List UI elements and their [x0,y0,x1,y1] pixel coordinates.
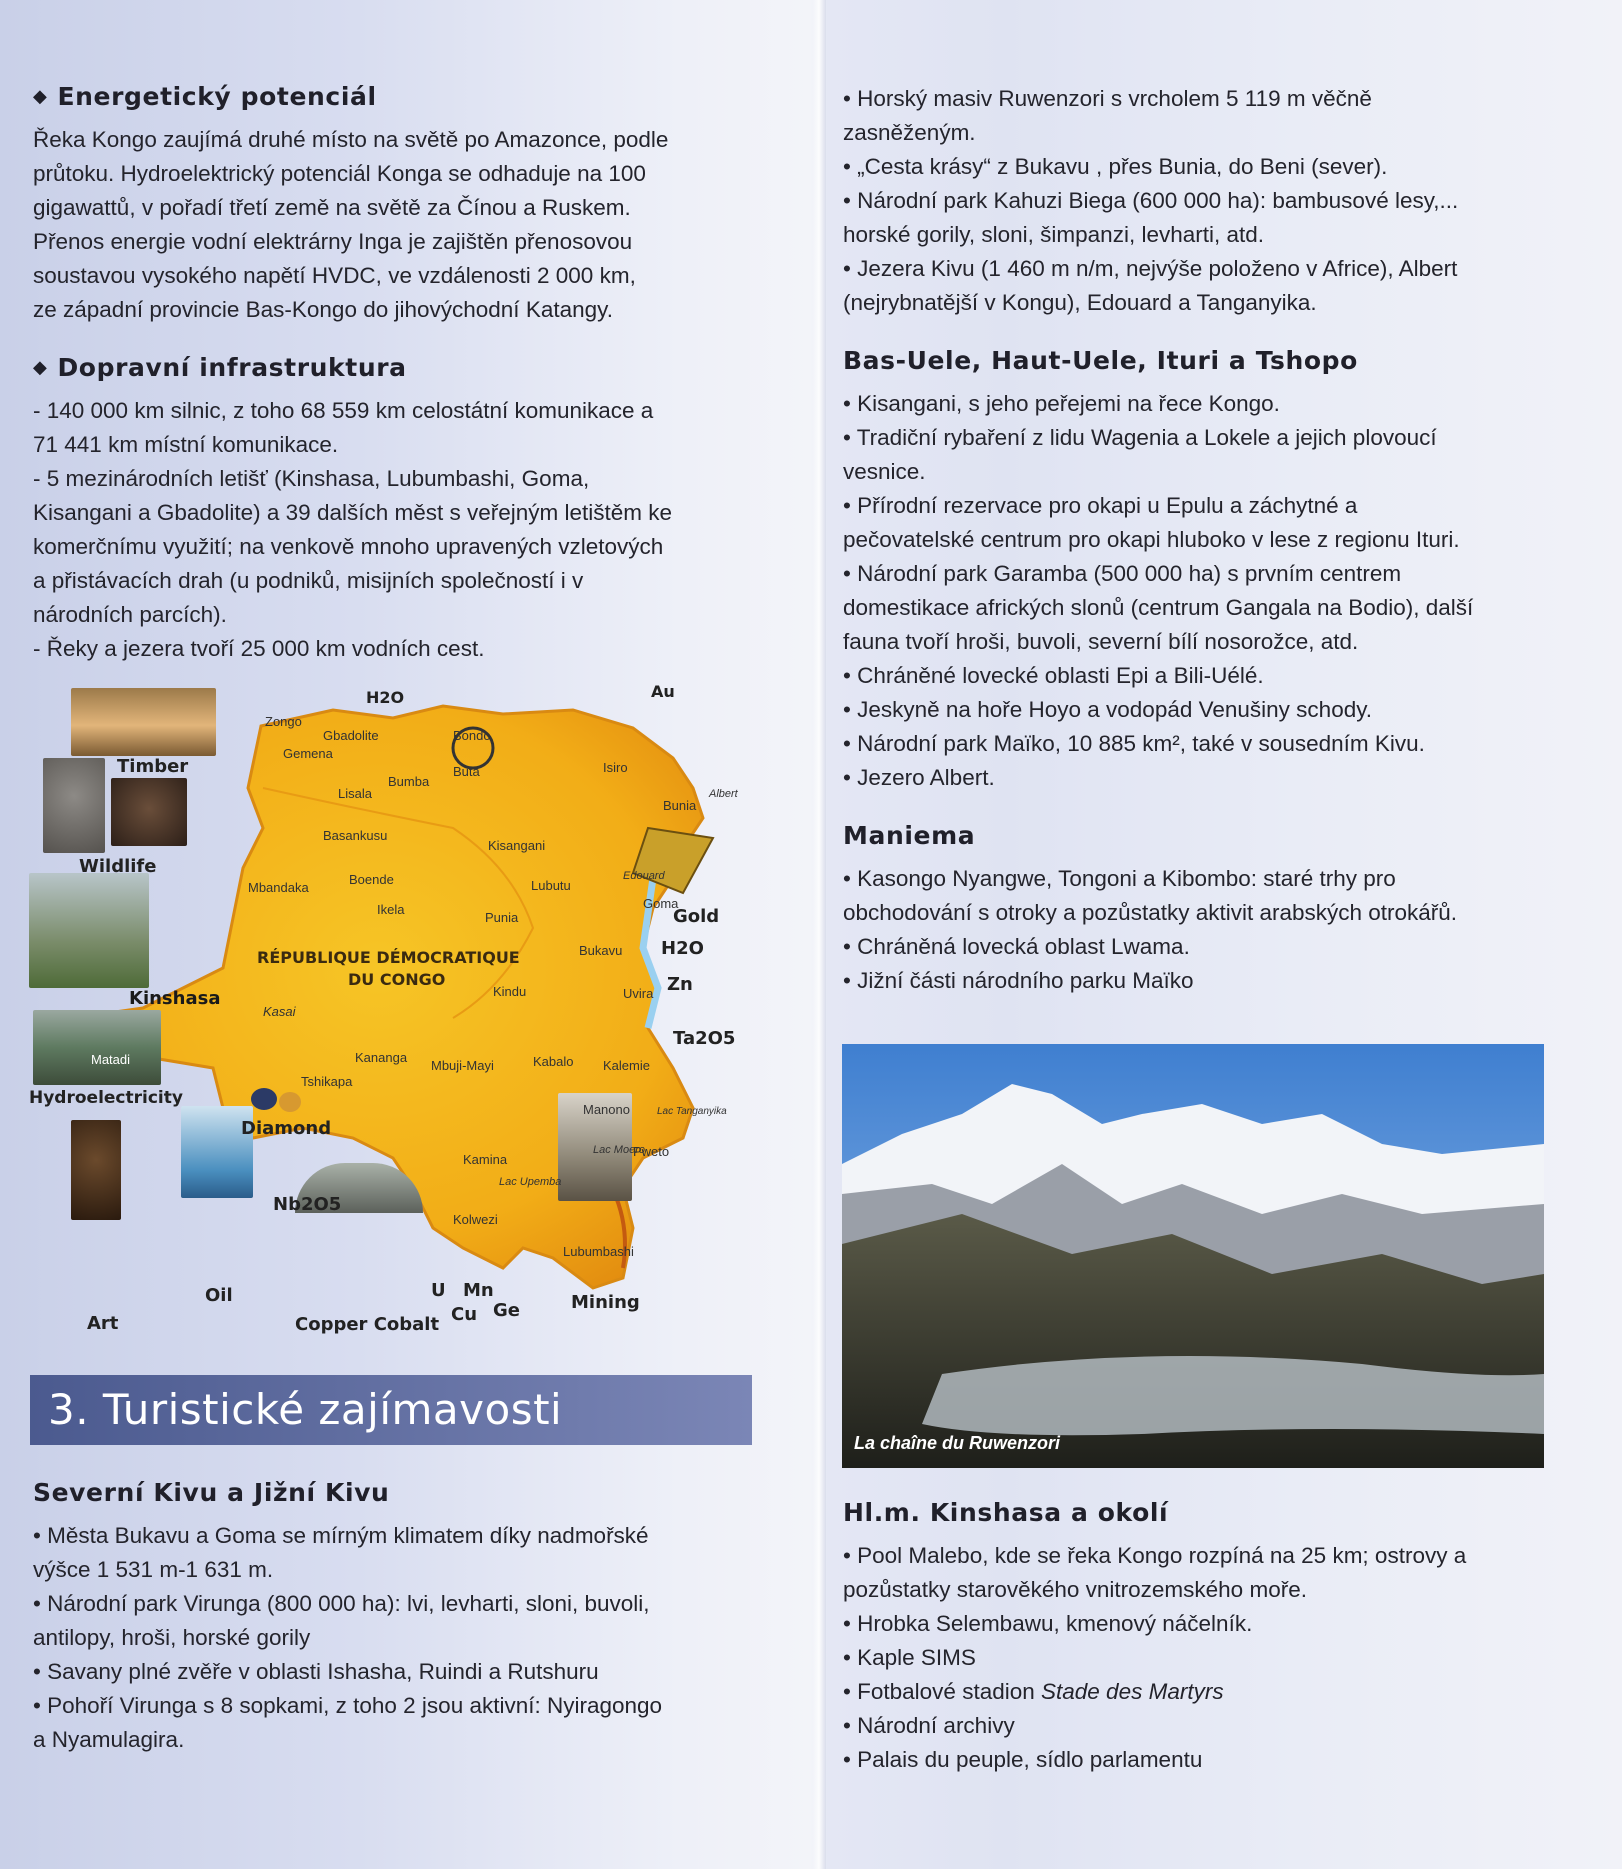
city-label: Isiro [603,760,628,775]
text-line: • Přírodní rezervace pro okapi u Epulu a záchytné a [843,493,1358,518]
city-label: Boende [349,872,394,887]
text-line: • Horský masiv Ruwenzori s vrcholem 5 119 m věčně [843,86,1372,111]
city-label: Punia [485,910,519,925]
country-name-line2: DU CONGO [348,970,446,989]
text-line: fauna tvoří hroši, buvoli, severní bílí nosorožce, atd. [843,629,1359,654]
city-label: Lac Tanganyika [657,1106,727,1117]
gorilla-image [111,778,187,846]
text-line: (nejrybnatější v Kongu), Edouard a Tanganyika. [843,290,1317,315]
kinshasa-section [843,1498,1563,1777]
city-label: Gemena [283,746,333,761]
diamond-bullet-icon: ◆ [33,357,48,378]
text-line: 71 441 km místní komunikace. [33,432,339,457]
label-ge: Ge [493,1300,520,1321]
text-line: • Národní park Maïko, 10 885 km², také v sousedním Kivu. [843,731,1425,756]
label-copper-cobalt: Copper Cobalt [295,1314,440,1335]
left-column [33,82,758,666]
city-label: Kamina [463,1152,508,1167]
label-timber: Timber [117,756,189,777]
city-label: Kindu [493,984,527,999]
text-line: a Nyamulagira. [33,1727,185,1752]
text-line: • „Cesta krásy“ z Bukavu , přes Bunia, do Beni (sever). [843,154,1388,179]
city-label: Lubutu [531,878,571,893]
text-line: • Národní park Garamba (500 000 ha) s prvním centrem [843,561,1402,586]
text-line-stadium: • Fotbalové stadion Stade des Martyrs [843,1679,1224,1704]
text-line: horské gorily, sloni, šimpanzi, levharti, atd. [843,222,1265,247]
text-line: • Města Bukavu a Goma se mírným klimatem díky nadmořské [33,1523,649,1548]
text-line: • Národní park Virunga (800 000 ha): lvi, levharti, sloni, buvoli, [33,1591,650,1616]
label-ta2o5: Ta2O5 [673,1028,736,1049]
city-label: Kolwezi [453,1212,498,1227]
text-line: Přenos energie vodní elektrárny Inga je zajištěn přenosovou [33,229,633,254]
page-fold [812,0,826,1869]
text-line: • Jižní části národního parku Maïko [843,968,1194,993]
text-line: gigawattů, v pořadí třetí země na světě za Čínou a Ruskem. [33,195,631,220]
kinshasa-city-image [29,873,149,988]
text-line: průtoku. Hydroelektrický potenciál Konga se odhaduje na 100 [33,161,646,186]
text-line: • Kasongo Nyangwe, Tongoni a Kibombo: staré trhy pro [843,866,1396,891]
kivu-continued-text [843,82,1563,320]
text-line: • Hrobka Selembawu, kmenový náčelník. [843,1611,1253,1636]
kinshasa-text [843,1539,1563,1777]
text-line: zasněženým. [843,120,976,145]
right-column [843,82,1563,998]
mountain-illustration [842,1044,1544,1468]
section-title: 3. Turistické zajímavosti [48,1385,563,1434]
section-title-bar [30,1375,752,1445]
text-line: • Pool Malebo, kde se řeka Kongo rozpíná na 25 km; ostrovy a [843,1543,1467,1568]
energy-heading: ◆ Energetický potenciál [33,82,377,111]
label-u: U [431,1280,446,1301]
text-line: vesnice. [843,459,926,484]
text-line: antilopy, hroši, horské gorily [33,1625,311,1650]
label-h2o-east: H2O [661,938,704,959]
uele-text [843,387,1563,795]
label-h2o-north: H2O [366,688,405,707]
country-name-line1: RÉPUBLIQUE DÉMOCRATIQUE [257,948,520,967]
city-label: Goma [643,896,679,911]
kinshasa-heading: Hl.m. Kinshasa a okolí [843,1498,1169,1527]
text-line: Řeka Kongo zaujímá druhé místo na světě po Amazonce, podle [33,127,669,152]
label-nb2o5: Nb2O5 [273,1194,342,1215]
city-label: Bondo [453,728,491,743]
city-label: Edouard [623,870,665,882]
text-line: • Palais du peuple, sídlo parlamentu [843,1747,1203,1772]
photo-caption: La chaîne du Ruwenzori [854,1433,1061,1453]
city-label: Kalemie [603,1058,650,1073]
city-label: Buta [453,764,480,779]
city-label: Uvira [623,986,654,1001]
art-statue-image [71,1120,121,1220]
city-label: Kasai [263,1004,296,1019]
text-line: • Národní park Kahuzi Biega (600 000 ha): bambusové lesy,... [843,188,1459,213]
hydro-dam-image [33,1010,161,1085]
city-label: Kabalo [533,1054,574,1069]
text-line: • Kisangani, s jeho peřejemi na řece Kongo. [843,391,1280,416]
text-line: pozůstatky starověkého vnitrozemského moře. [843,1577,1307,1602]
label-au: Au [651,682,675,701]
label-gold: Gold [673,906,720,927]
city-label: Lisala [338,786,372,801]
text-line: pečovatelské centrum pro okapi hluboko v lese z regionu Ituri. [843,527,1460,552]
text-line: • Tradiční rybaření z lidu Wagenia a Lokele a jejich plovoucí [843,425,1437,450]
city-label: Lac Upemba [499,1176,562,1188]
city-label: Albert [709,788,738,800]
city-label: Mbuji-Mayi [431,1058,494,1073]
uele-heading: Bas-Uele, Haut-Uele, Ituri a Tshopo [843,346,1358,375]
text-line: • Národní archivy [843,1713,1015,1738]
kivu-text [33,1519,758,1757]
kivu-section [33,1478,758,1757]
city-label: Basankusu [323,828,388,843]
text-line: • Jeskyně na hoře Hoyo a vodopád Venušiny schody. [843,697,1373,722]
city-label: Ikela [377,902,405,917]
label-mn: Mn [463,1280,494,1301]
text-line: národních parcích). [33,602,227,627]
elephant-image [43,758,105,853]
city-label: Kananga [355,1050,408,1065]
city-label: Bumba [388,774,430,789]
label-art: Art [87,1313,119,1334]
stadium-name: Stade des Martyrs [1041,1679,1224,1704]
text-line: • Jezero Albert. [843,765,995,790]
label-wildlife: Wildlife [79,856,157,877]
label-cu: Cu [451,1304,478,1325]
city-label: Manono [583,1102,630,1117]
label-hydroelectricity: Hydroelectricity [29,1088,183,1108]
text-line: • Chráněné lovecké oblasti Epi a Bili-Uélé. [843,663,1264,688]
text-line: a přistávacích drah (u podniků, misijních společností i v [33,568,584,593]
resource-map [29,682,761,1336]
maniema-text [843,862,1563,998]
text-line: • Chráněná lovecká oblast Lwama. [843,934,1190,959]
text-line: obchodování s otroky a pozůstatky aktivit arabských otrokářů. [843,900,1458,925]
city-label: Kisangani [488,838,546,853]
text-line: - 140 000 km silnic, z toho 68 559 km celostátní komunikace a [33,398,654,423]
city-label: Gbadolite [323,728,379,743]
label-kinshasa: Kinshasa [129,988,221,1009]
label-zn: Zn [667,974,693,995]
city-label: Zongo [265,714,302,729]
text-line: výšce 1 531 m-1 631 m. [33,1557,274,1582]
text-line: • Pohoří Virunga s 8 sopkami, z toho 2 jsou aktivní: Nyiragongo [33,1693,663,1718]
transport-heading: ◆ Dopravní infrastruktura [33,353,407,382]
label-diamond: Diamond [241,1118,332,1139]
text-line: domestikace afrických slonů (centrum Gangala na Bodio), další [843,595,1474,620]
text-line: - 5 mezinárodních letišť (Kinshasa, Lubumbashi, Goma, [33,466,590,491]
city-label: Matadi [91,1052,131,1067]
city-label: Bunia [663,798,697,813]
city-label: Tshikapa [301,1074,353,1089]
text-line: komerčnímu využití; na venkově mnoho upravených vzletových [33,534,664,559]
text-line: Kisangani a Gbadolite) a 39 dalších měst s veřejným letištěm ke [33,500,673,525]
city-label: Mbandaka [248,880,309,895]
timber-image [71,688,216,756]
text-line: • Jezera Kivu (1 460 m n/m, nejvýše položeno v Africe), Albert [843,256,1458,281]
diamond-bullet-icon: ◆ [33,86,48,107]
ruwenzori-photo [842,1044,1544,1468]
city-label: Pweto [633,1144,670,1159]
transport-text [33,394,758,666]
city-label: Bukavu [579,943,623,958]
label-mining: Mining [571,1292,640,1313]
city-label: Lubumbashi [563,1244,634,1259]
energy-text [33,123,758,327]
diamond-stone-icon [251,1088,277,1110]
maniema-heading: Maniema [843,821,976,850]
kivu-heading: Severní Kivu a Jižní Kivu [33,1478,390,1507]
text-line: ze západní provincie Bas-Kongo do jihovýchodní Katangy. [33,297,613,322]
text-line: • Savany plné zvěře v oblasti Ishasha, Ruindi a Rutshuru [33,1659,599,1684]
text-line: - Řeky a jezera tvoří 25 000 km vodních cest. [33,636,485,661]
city-label: Lac Moero [593,1144,645,1156]
text-line: • Kaple SIMS [843,1645,976,1670]
nugget-icon [279,1092,301,1112]
text-line: soustavou vysokého napětí HVDC, ve vzdálenosti 2 000 km, [33,263,636,288]
label-oil: Oil [205,1285,233,1306]
